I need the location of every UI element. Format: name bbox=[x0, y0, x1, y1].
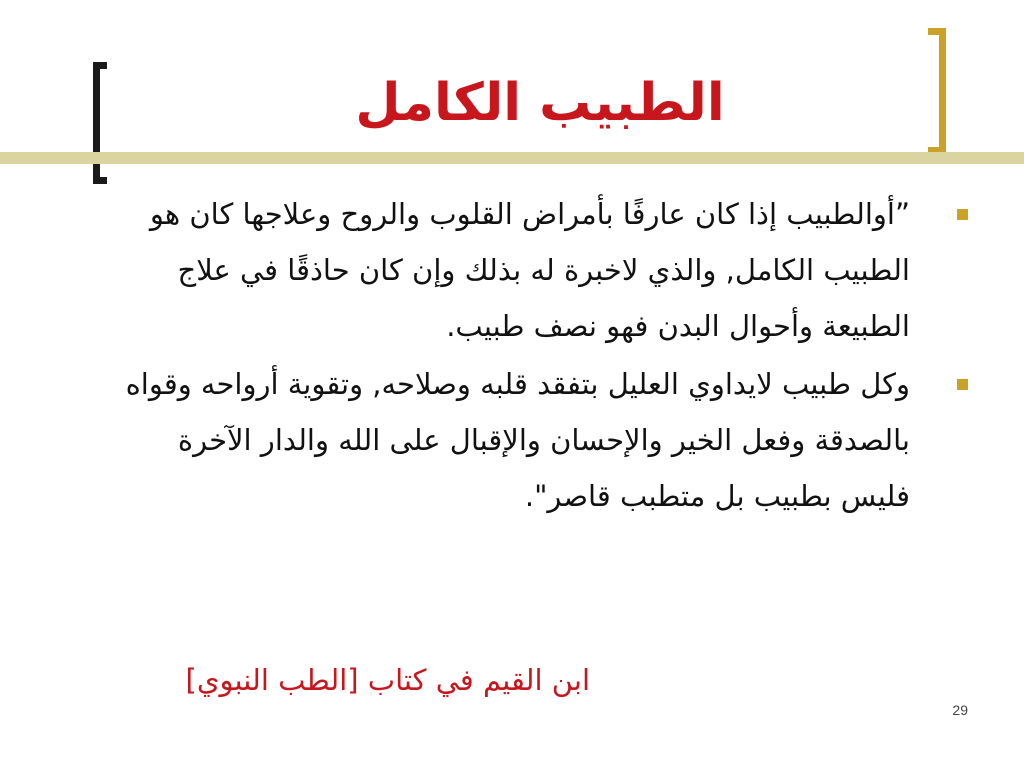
bullet-text: وكل طبيب لايداوي العليل بتفقد قلبه وصلاحه, وتقوية أرواحه وقواه بالصدقة وفعل الخير والإحسان والإقبال على الله والدار الآخرة فليس بطبيب بل متطبب قاصر". bbox=[125, 367, 910, 513]
right-bracket-decoration bbox=[928, 28, 946, 154]
left-bracket-decoration bbox=[93, 62, 107, 184]
square-bullet-icon bbox=[957, 379, 968, 390]
bullet-text: ”أوالطبيب إذا كان عارفًا بأمراض القلوب والروح وعلاجها كان هو الطبيب الكامل, والذي لاخبرة له بذلك وإن كان حاذقًا في علاج الطبيعة وأحوال البدن فهو نصف طبيب. bbox=[149, 197, 910, 343]
title-underline-bar bbox=[0, 152, 1024, 164]
bullet-item bbox=[110, 356, 910, 524]
bullet-item bbox=[110, 186, 910, 354]
bullet-list bbox=[110, 186, 910, 586]
square-bullet-icon bbox=[957, 209, 968, 220]
slide-number: 29 bbox=[952, 702, 968, 718]
slide-title: الطبيب الكامل bbox=[355, 73, 725, 133]
source-citation: ابن القيم في كتاب [الطب النبوي] bbox=[185, 663, 590, 697]
